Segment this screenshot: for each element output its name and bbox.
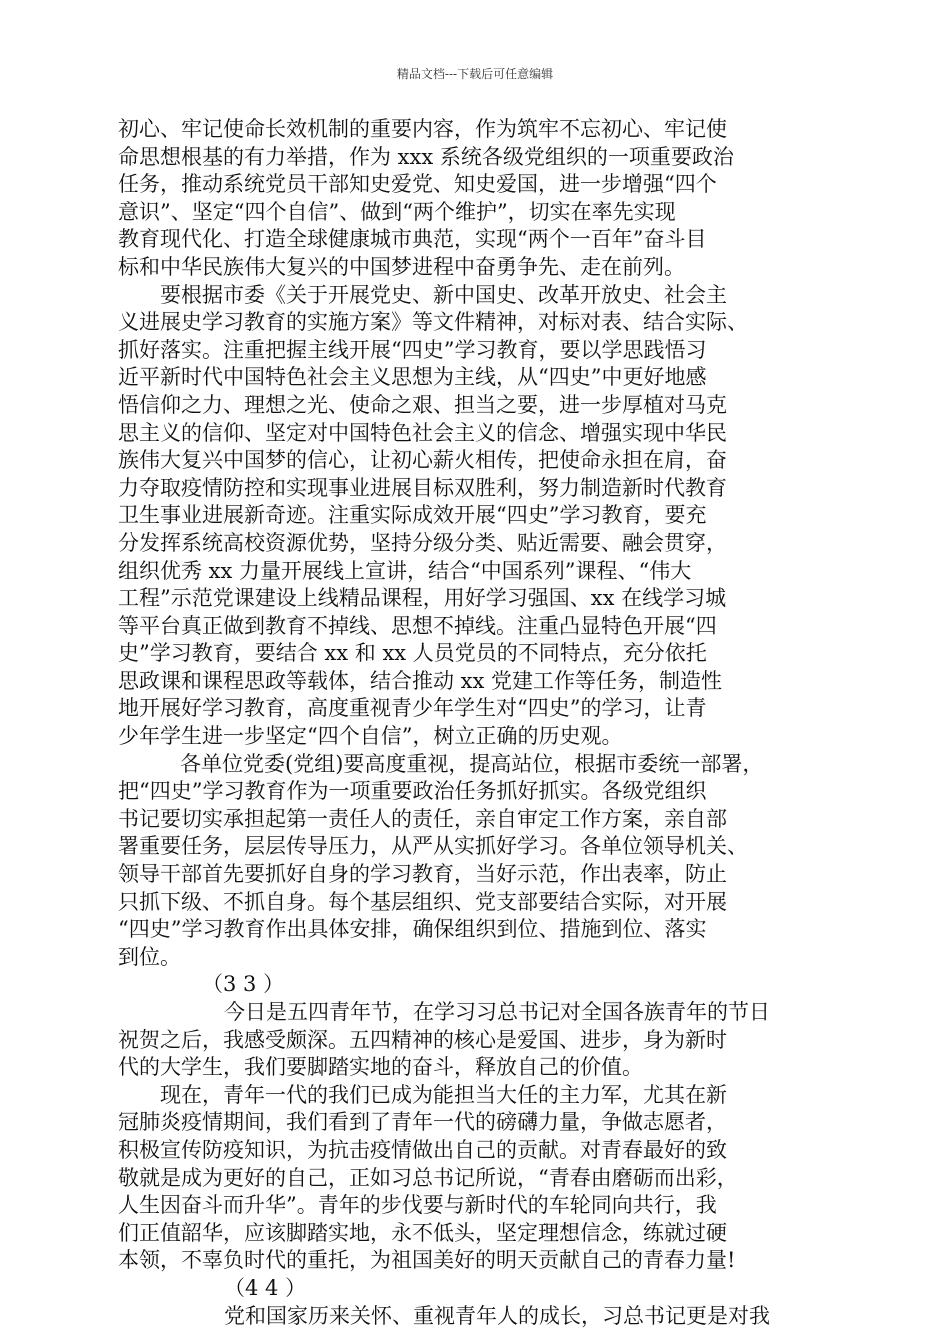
- text-line: 现在，青年一代的我们已成为能担当大任的主力军，尤其在新: [160, 1082, 727, 1107]
- text-line: 史”学习教育，要结合 xx 和 xx 人员党员的不同特点，充分依托: [118, 641, 707, 666]
- text-line: 组织优秀 xx 力量开展线上宣讲，结合“中国系列”课程、“伟大: [118, 558, 692, 583]
- text-line: 们正值韶华，应该脚踏实地，永不低头，坚定理想信念，练就过硬: [118, 1220, 727, 1245]
- document-body: [118, 116, 820, 1330]
- text-line: 把“四史”学习教育作为一项重要政治任务抓好抓实。各级党组织: [118, 779, 707, 804]
- text-line: 分发挥系统高校资源优势，坚持分级分类、贴近需要、融会贯穿，: [118, 530, 727, 555]
- text-line: 族伟大复兴中国梦的信心，让初心薪火相传，把使命永担在肩，奋: [118, 448, 727, 473]
- text-line: 各单位党委(党组)要高度重视，提高站位，根据市委统一部署，: [180, 751, 764, 776]
- text-line: “四史”学习教育作出具体安排，确保组织到位、措施到位、落实: [118, 917, 707, 942]
- text-line: 到位。: [118, 944, 181, 969]
- text-line: 抓好落实。注重把握主线开展“四史”学习教育，要以学思践悟习: [118, 337, 707, 362]
- text-line: 悟信仰之力、理想之光、使命之艰、担当之要，进一步厚植对马克: [118, 392, 727, 417]
- text-line: 标和中华民族伟大复兴的中国梦进程中奋勇争先、走在前列。: [118, 254, 685, 279]
- text-line: 积极宣传防疫知识，为抗击疫情做出自己的贡献。对青春最好的致: [118, 1137, 727, 1162]
- text-line: 少年学生进一步坚定“四个自信”，树立正确的历史观。: [118, 724, 623, 749]
- text-line: 祝贺之后，我感受颇深。五四精神的核心是爱国、进步，身为新时: [118, 1027, 727, 1052]
- text-line: 义进展史学习教育的实施方案》等文件精神，对标对表、结合实际、: [118, 310, 748, 335]
- text-line: 领导干部首先要抓好自身的学习教育，当好示范，作出表率，防止: [118, 862, 727, 887]
- text-line: 人生因奋斗而升华”。青年的步伐要与新时代的车轮同向共行，我: [118, 1193, 717, 1218]
- text-line: 只抓下级、不抓自身。每个基层组织、党支部要结合实际，对开展: [118, 889, 727, 914]
- text-line: 工程”示范党课建设上线精品课程，用好学习强国、xx 在线学习城: [118, 586, 727, 611]
- text-line: 思政课和课程思政等载体，结合推动 xx 党建工作等任务，制造性: [118, 668, 723, 693]
- text-line: 代的大学生，我们要脚踏实地的奋斗，释放自己的价值。: [118, 1055, 643, 1080]
- text-line: 今日是五四青年节，在学习习总书记对全国各族青年的节日: [224, 1000, 770, 1024]
- text-line: 卫生事业进展新奇迹。注重实际成效开展“四史”学习教育，要充: [118, 503, 707, 528]
- section-number: （3 3 ）: [202, 972, 285, 997]
- text-line: 冠肺炎疫情期间，我们看到了青年一代的磅礴力量，争做志愿者，: [118, 1110, 727, 1135]
- text-line: 命思想根基的有力举措，作为 xxx 系统各级党组织的一项重要政治: [118, 144, 734, 169]
- text-line: 地开展好学习教育，高度重视青少年学生对“四史”的学习，让青: [118, 696, 707, 721]
- text-line: 初心、牢记使命长效机制的重要内容，作为筑牢不忘初心、牢记使: [118, 117, 727, 141]
- text-line: 敬就是成为更好的自己，正如习总书记所说，“青春由磨砺而出彩，: [118, 1165, 738, 1190]
- text-line: 意识”、坚定“四个自信”、做到“两个维护”，切实在率先实现: [118, 199, 676, 224]
- text-line: 署重要任务，层层传导压力，从严从实抓好学习。各单位领导机关、: [118, 834, 748, 859]
- text-line: 力夺取疫情防控和实现事业进展目标双胜利，努力制造新时代教育: [118, 475, 727, 500]
- text-line: 教育现代化、打造全球健康城市典范，实现“两个一百年”奋斗目: [118, 227, 707, 252]
- text-line: 近平新时代中国特色社会主义思想为主线，从“四史”中更好地感: [118, 365, 707, 390]
- text-line: 要根据市委《关于开展党史、新中国史、改革开放史、社会主: [160, 282, 727, 307]
- page-header: 精品文档---下载后可任意编辑: [396, 67, 554, 81]
- text-line: 本领，不辜负时代的重托，为祖国美好的明天贡献自己的青春力量!: [118, 1248, 736, 1273]
- text-line: 党和国家历来关怀、重视青年人的成长，习总书记更是对我: [224, 1303, 770, 1328]
- text-line: 等平台真正做到教育不掉线、思想不掉线。注重凸显特色开展“四: [118, 613, 717, 638]
- text-line: 书记要切实承担起第一责任人的责任，亲自审定工作方案，亲自部: [118, 806, 727, 831]
- text-line: 思主义的信仰、坚定对中国特色社会主义的信念、增强实现中华民: [118, 420, 727, 445]
- text-line: 任务，推动系统党员干部知史爱党、知史爱国，进一步增强“四个: [118, 172, 717, 197]
- section-number: （4 4 ）: [224, 1275, 307, 1300]
